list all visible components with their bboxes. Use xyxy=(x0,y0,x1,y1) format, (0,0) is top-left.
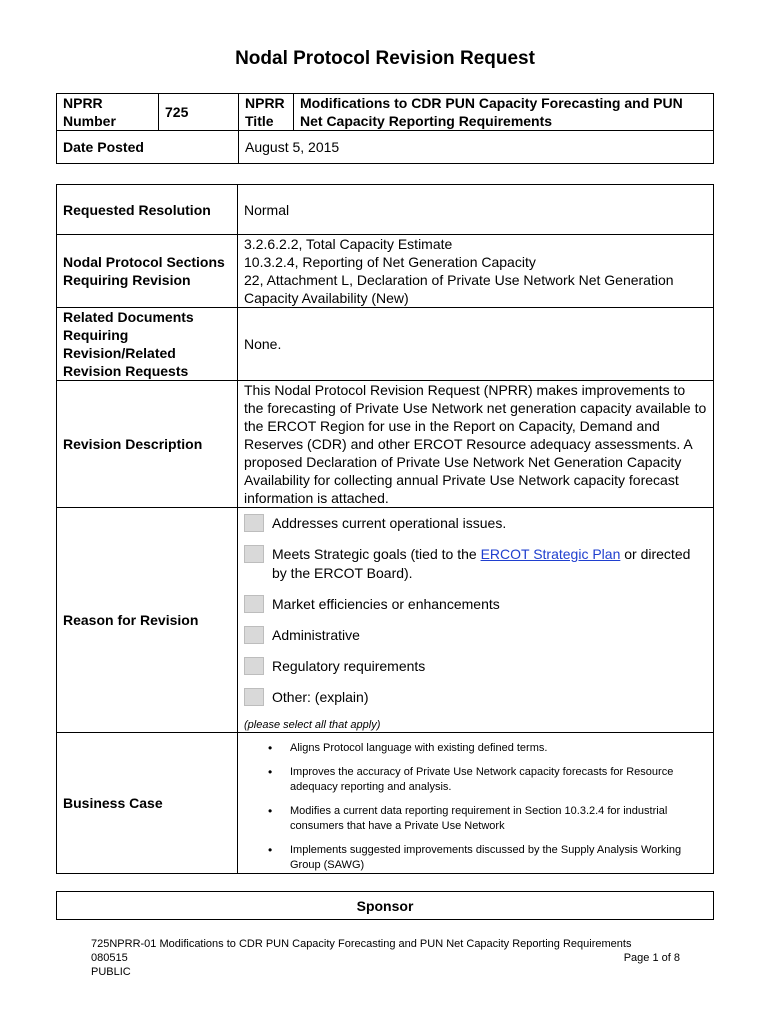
page-footer xyxy=(91,937,680,979)
nprr-title: Modifications to CDR PUN Capacity Forecasting and PUN Net Capacity Reporting Requirements xyxy=(294,94,714,131)
date-posted-value: August 5, 2015 xyxy=(239,131,714,164)
business-case-list xyxy=(238,733,714,874)
business-case-item: • Improves the accuracy of Private Use Network capacity forecasts for Resource adequacy reporting and analysis. xyxy=(290,765,707,795)
footer-date-code: 080515 xyxy=(91,952,128,964)
date-posted-label: Date Posted xyxy=(57,131,239,164)
reason-option xyxy=(244,595,707,614)
reason-options xyxy=(238,508,714,733)
reason-option xyxy=(244,514,707,533)
nprr-title-label: NPRR Title xyxy=(239,94,294,131)
reason-option xyxy=(244,688,707,707)
reason-note: (please select all that apply) xyxy=(244,719,381,731)
nprr-number: 725 xyxy=(159,94,239,131)
business-case-item: • Aligns Protocol language with existing defined terms. xyxy=(290,741,707,756)
sponsor-table xyxy=(56,891,714,920)
reason-label: Reason for Revision xyxy=(57,508,238,733)
requested-resolution-value: Normal xyxy=(238,185,714,235)
reason-text-suffix: or directed by the ERCOT Board). xyxy=(272,546,691,581)
reason-option xyxy=(244,657,707,676)
ercot-strategic-plan-link[interactable]: ERCOT Strategic Plan xyxy=(480,546,621,562)
section-item: 10.3.2.4, Reporting of Net Generation Capacity xyxy=(244,254,536,270)
reason-checkbox[interactable] xyxy=(244,688,264,706)
reason-checkbox[interactable] xyxy=(244,595,264,613)
business-case-item: • Implements suggested improvements discussed by the Supply Analysis Working Group (SAWG) xyxy=(290,843,707,873)
reason-checkbox[interactable] xyxy=(244,514,264,532)
section-item: 3.2.6.2.2, Total Capacity Estimate xyxy=(244,236,453,252)
reason-checkbox[interactable] xyxy=(244,545,264,563)
related-docs-label: Related Documents Requiring Revision/Related Revision Requests xyxy=(57,308,238,381)
business-case-label: Business Case xyxy=(57,733,238,874)
sections-list xyxy=(238,235,714,308)
reason-option-label: Administrative xyxy=(272,627,360,643)
reason-checkbox[interactable] xyxy=(244,657,264,675)
reason-option xyxy=(244,545,707,583)
reason-option xyxy=(244,626,707,645)
reason-option-label: Other: (explain) xyxy=(272,689,369,705)
reason-option-label: Addresses current operational issues. xyxy=(272,515,507,531)
requested-resolution-label: Requested Resolution xyxy=(57,185,238,235)
nprr-number-label: NPRR Number xyxy=(57,94,159,131)
footer-classification: PUBLIC xyxy=(91,966,131,978)
business-case-item: • Modifies a current data reporting requirement in Section 10.3.2.4 for industrial consumers that have a Private Use Network xyxy=(290,804,707,834)
nprr-header-table xyxy=(56,93,714,164)
reason-option-label: Market efficiencies or enhancements xyxy=(272,596,500,612)
section-item: 22, Attachment L, Declaration of Private Use Network Net Generation Capacity Availability (New) xyxy=(244,272,674,306)
nprr-details-table xyxy=(56,184,714,874)
reason-checkbox[interactable] xyxy=(244,626,264,644)
footer-doc-title: 725NPRR-01 Modifications to CDR PUN Capacity Forecasting and PUN Net Capacity Reporting Requirements xyxy=(91,938,632,950)
related-docs-value: None. xyxy=(238,308,714,381)
reason-option-label: Regulatory requirements xyxy=(272,658,426,674)
reason-option-label xyxy=(272,545,707,583)
reason-text-prefix: Meets Strategic goals (tied to the xyxy=(272,546,481,562)
revision-description-label: Revision Description xyxy=(57,381,238,508)
sections-label: Nodal Protocol Sections Requiring Revision xyxy=(57,235,238,308)
page-title: Nodal Protocol Revision Request xyxy=(235,48,535,69)
sponsor-header: Sponsor xyxy=(57,892,714,920)
revision-description-value: This Nodal Protocol Revision Request (NPRR) makes improvements to the forecasting of Private Use Network net generation capacity available to the ERCOT Region for use in the Report on Capacity, Demand and Reserves (CDR) and other ERCOT Resource adequacy assessments. A proposed Declaration of Private Use Network Net Generation Capacity Availability for collecting annual Private Use Network capacity forecast information is attached. xyxy=(238,381,714,508)
footer-page-number: Page 1 of 8 xyxy=(623,952,680,964)
